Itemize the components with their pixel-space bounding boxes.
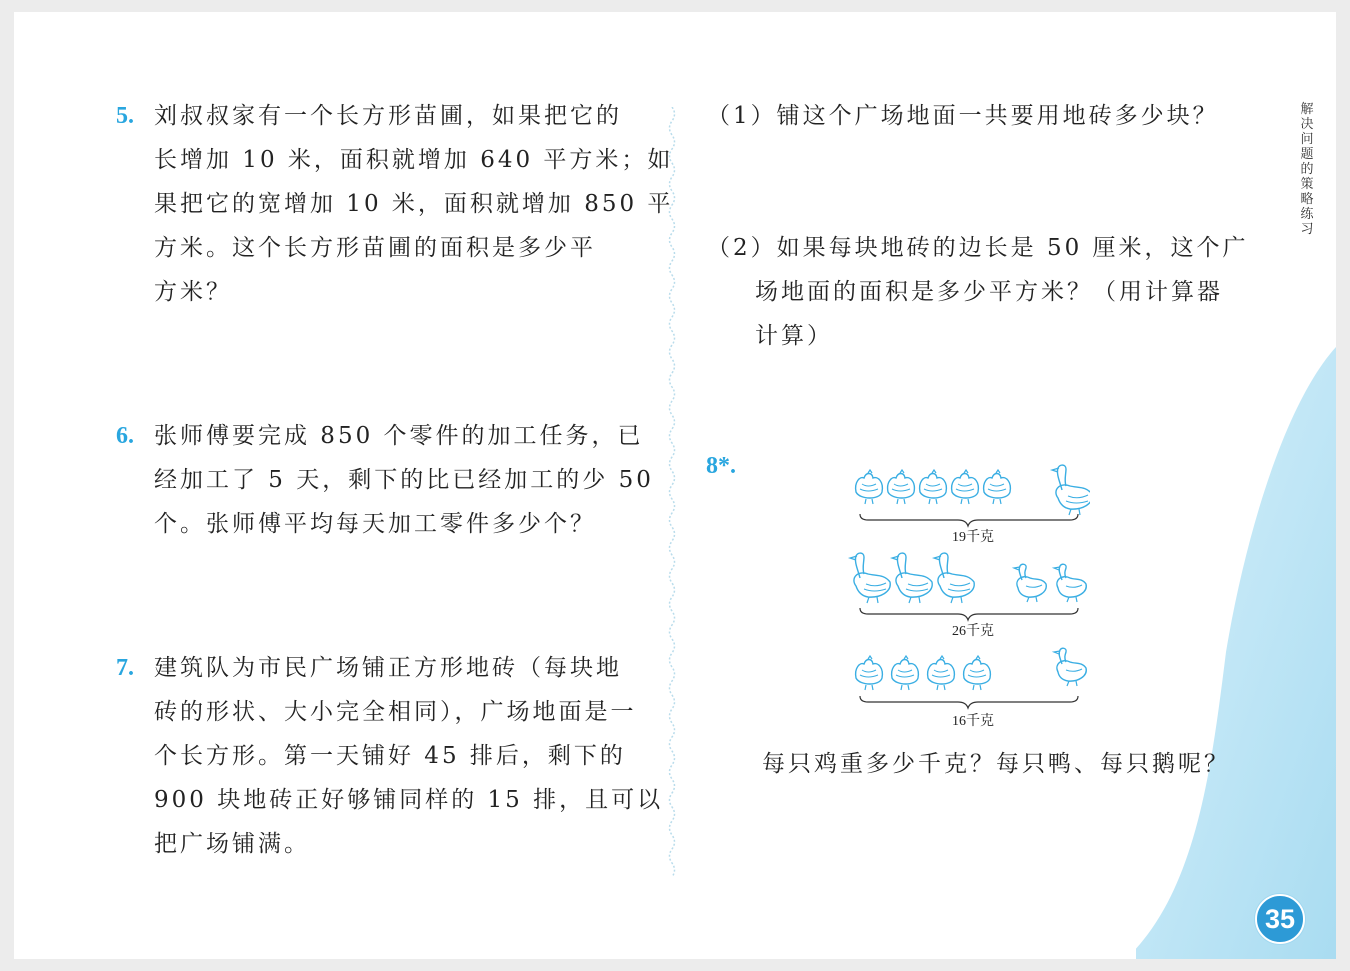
weight-label-row-1: 19千克 [952, 530, 994, 545]
problem-text-line: 经加工了 5 天，剩下的比已经加工的少 50 [154, 467, 654, 493]
sub-question-text: （1）铺这个广场地面一共要用地砖多少块？ [707, 103, 1219, 129]
workbook-page [14, 12, 1336, 959]
problem-6 [116, 414, 654, 546]
problem-number: 5. [116, 103, 134, 129]
problem-8-figure [830, 452, 1090, 736]
problem-text-line: 个长方形。第一天铺好 45 排后，剩下的 [154, 743, 626, 769]
sub-question-text: 计算） [755, 323, 833, 349]
row-1-chickens [856, 470, 1011, 504]
row-2-brace [860, 608, 1078, 620]
problem-text-line: 方米。这个长方形苗圃的面积是多少平 [154, 235, 596, 261]
row-2-ducks [1014, 564, 1086, 602]
page-number-badge: 35 [1255, 894, 1305, 944]
row-3-chickens [856, 656, 991, 690]
problem-5 [116, 94, 674, 314]
problem-number: 8*. [706, 453, 736, 479]
sub-question-text: 场地面的面积是多少平方米？（用计算器 [755, 279, 1223, 305]
row-1-brace [860, 514, 1078, 526]
problem-text-line: 个。张师傅平均每天加工零件多少个？ [154, 511, 596, 537]
problem-text-line: 方米？ [154, 279, 232, 305]
problem-number: 6. [116, 423, 134, 449]
problem-7-sub-2 [707, 226, 1249, 358]
problem-7-sub-1 [707, 94, 1219, 138]
problem-text-line: 把广场铺满。 [154, 831, 310, 857]
problem-text-line: 900 块地砖正好够铺同样的 15 排，且可以 [154, 787, 664, 813]
row-3-brace [860, 696, 1078, 708]
problem-text-line: 果把它的宽增加 10 米，面积就增加 850 平 [154, 191, 674, 217]
problem-number: 7. [116, 655, 134, 681]
poultry-figure [830, 452, 1090, 732]
problem-8-question: 每只鸡重多少千克？每只鸭、每只鹅呢？ [762, 751, 1230, 777]
problem-text-line: 砖的形状、大小完全相同），广场地面是一 [154, 699, 637, 725]
sub-question-text: （2）如果每块地砖的边长是 50 厘米，这个广 [707, 235, 1249, 261]
problem-text-line: 刘叔叔家有一个长方形苗圃，如果把它的 [154, 103, 622, 129]
weight-label-row-2: 26千克 [952, 624, 994, 639]
row-3-duck [1054, 648, 1086, 686]
problem-text-line: 建筑队为市民广场铺正方形地砖（每块地 [154, 655, 622, 681]
problem-text-line: 长增加 10 米，面积就增加 640 平方米；如 [154, 147, 674, 173]
weight-label-row-3: 16千克 [952, 714, 994, 729]
chapter-side-label: 解决问题的策略练习 [1300, 102, 1314, 237]
problem-text-line: 张师傅要完成 850 个零件的加工任务，已 [154, 423, 644, 449]
row-1-goose [1052, 465, 1090, 515]
problem-7 [116, 646, 664, 866]
row-2-geese [850, 553, 974, 603]
